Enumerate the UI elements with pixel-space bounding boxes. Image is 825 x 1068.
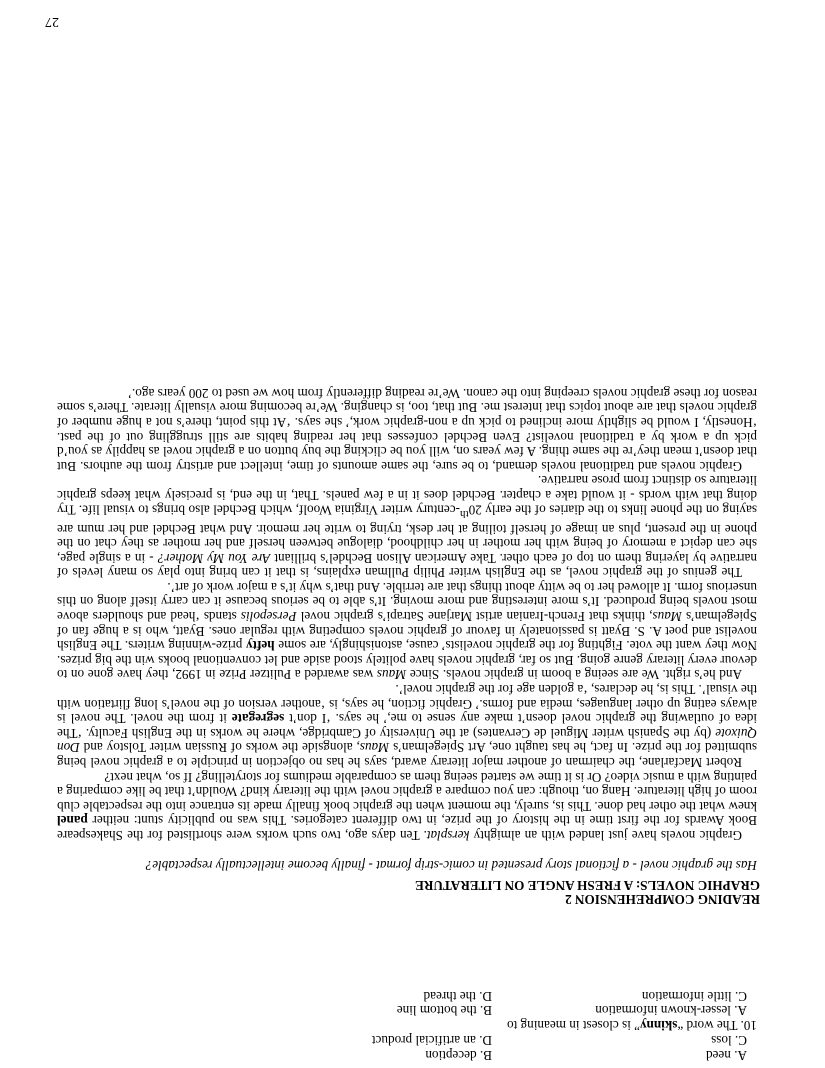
italic-word: kersplat xyxy=(426,828,470,843)
option-row xyxy=(57,1003,757,1018)
text: it from the novel. The novel is always eating up other languages, media and forms.’ Graphic fiction, he says, is ‘another version of the novel’s long flirtation with the visual’. This is, he declares, ‘a golden age for the graphic novel’. xyxy=(57,682,757,727)
text: prize-winning writers. The English novelist and poet A. S. Byatt is passionately in favour of graphic novels competing with regular ones. Byatt, who is a huge fan of Spiegelman’s xyxy=(56,609,757,654)
page-number: 27 xyxy=(45,14,59,29)
italic-title: Persepolis xyxy=(240,609,297,625)
text: - in a single page, she can depict a memory of being with her mother in her childhood, dialogue between herself and her mother as they chat on the phone in the present, plus an image of herself toiling at her desk, trying to write her memoir. And what Bechdel and her mum are saying on the phone links to the diaries of the early 20 xyxy=(57,502,757,566)
bold-keyword: segregate xyxy=(231,711,285,727)
text: was awarded a Pulitzer Prize in 1992, they have gone on to devour every literary genre going. But so far, graphic novels have politely stood aside and let conventional books win the big prizes. Now they want the vote. Fighting for the graphic novelists’ cause, astonishingly, are some xyxy=(56,638,757,683)
question-10-stem xyxy=(57,1017,757,1032)
text: The genius of the graphic novel, as the English writer Philip Pullman explains, is that it can bring into play so many levels of narrative by layering them on top of each other. Take American Alison Bechdel’s brilliant xyxy=(57,550,757,581)
question-keyword: skinny xyxy=(639,1018,678,1033)
text: knew what the other had done. This is, surely, the moment when the graphic book finally made its entrance into the respectable club room of high literature. Hang on, though: can you compare a graphic novel with the literary kind? Wouldn’t that be like comparing a painting with a music video? Or is it time we started seeing them as comparable mediums for storytelling? If so, what next? xyxy=(57,769,757,814)
option-c: C. loss xyxy=(711,1033,747,1049)
section-title: READING COMPREHENSION 2 xyxy=(565,892,760,907)
option-row xyxy=(57,1033,757,1048)
question-text: ” is closest in meaning to xyxy=(507,1018,640,1033)
italic-title: Are You My Mother? xyxy=(157,550,271,566)
article-title: GRAPHIC NOVELS: A FRESH ANGLE ON LITERATURE xyxy=(415,878,760,893)
italic-title: Maus xyxy=(359,740,390,756)
paragraph-4 xyxy=(57,473,757,580)
text: . Ten days ago, two such works were shortlisted for the Shakespeare Book Awards for the first time in the history of the prize, in two different categories. This was no publicity stunt: neither xyxy=(57,813,757,843)
text: Graphic novels have just landed with an almighty xyxy=(469,828,742,843)
article-body xyxy=(57,385,757,842)
option-row xyxy=(57,1047,757,1062)
question-text: 10. The word “ xyxy=(677,1018,757,1033)
option-d: D. an artificial product xyxy=(371,1033,492,1049)
text: , alongside the works of Russian writer Tolstoy and xyxy=(79,740,360,756)
text: stands ‘head and shoulders above most novels being produced. It’s more interesting and more moving. It’s able to be serious because it can carry itself along on this unserious form. It allowed her to be witty about things that are terrible. And that’s why it’s a major work of art’. xyxy=(57,579,757,625)
italic-title: Don Quixote xyxy=(57,725,757,756)
paragraph-3 xyxy=(57,579,757,681)
option-row xyxy=(57,988,757,1003)
italic-title: Maus xyxy=(376,667,407,683)
superscript: th xyxy=(460,507,469,520)
option-b: B. deception xyxy=(425,1048,492,1063)
text: (by the Spanish writer Miguel de Cervantes) at the University of Cambridge, where he works in the English Faculty. ‘The idea of outlawing the graphic novel doesn’t make any sense to me,’ he says. ‘I don’t xyxy=(57,711,757,741)
article-subtitle: Has the graphic novel - a fictional story presented in comic-strip format - finally become intellectually respectable? xyxy=(145,858,757,873)
option-d: D. the thread xyxy=(423,988,492,1004)
text: , thinks that French-Iranian artist Marjane Satrapi’s graphic novel xyxy=(296,609,653,625)
italic-title: Maus xyxy=(652,609,682,625)
option-c: C. little information xyxy=(641,988,747,1004)
text: Robert Macfarlane, the chairman of another major literary award, says he has no objection in principle to a graphic novel being submitted for the prize. In fact, he has taught one, Art Spiegelman’s xyxy=(57,740,757,771)
paragraph-1 xyxy=(57,769,757,842)
paragraph-2 xyxy=(57,681,757,769)
bold-keyword: panel xyxy=(57,813,88,829)
text: And he’s right. We are seeing a boom in graphic novels. Since xyxy=(406,667,742,683)
option-a: A. need xyxy=(705,1048,747,1063)
paragraph-5: Graphic novels and traditional novels demand, to be sure, the same amounts of time, intellect and artistry from the authors. But that doesn’t mean they’re the same thing. A few years on, will you be clicking the buy button on a graphic novel as happily as you’d pick up a work by a traditional novelist? Even Bechdel confesses that her reading habits are still struggling out of the past. ‘Honestly, I would be slightly more inclined to pick up a non-graphic work,’ she says. ‘At this point, there’s not a huge number of graphic novels that are about topics that interest me. But that, too, is changing. We’re becoming more visually literate. There’s some reason for these graphic novels creeping into the canon. We’re reading differently from how we used to 200 years ago.’ xyxy=(57,385,757,474)
text: -century writer Virginia Woolf, which Bechdel also brings to visual life. Try doing that with words - it would take a chapter. Bechdel does it in a few panels. That, in the end, is precisely what keeps graphic literature so distinct from prose narrative. xyxy=(56,473,757,518)
bold-keyword: hefty xyxy=(246,638,275,654)
question-9-options xyxy=(57,1033,757,1062)
option-b: B. the bottom line xyxy=(396,1003,492,1019)
question-10 xyxy=(57,988,757,1032)
option-a: A. lesser-known information xyxy=(595,1003,747,1019)
